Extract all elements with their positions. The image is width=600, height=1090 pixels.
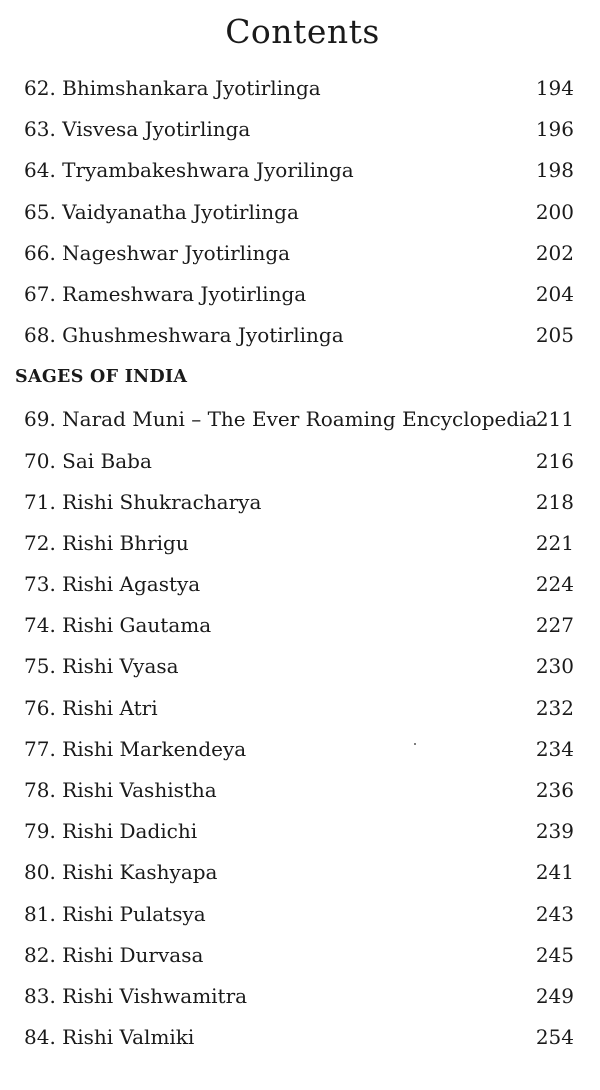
toc-entry	[0, 976, 600, 1017]
toc-entry-title: 77. Rishi Markendeya	[24, 736, 247, 761]
toc-entry	[0, 605, 600, 646]
toc-entry-page-number: 211	[535, 407, 574, 432]
toc-section-sages	[0, 399, 600, 1058]
toc-entry-title: 74. Rishi Gautama	[24, 613, 212, 638]
toc-entry	[0, 441, 600, 482]
toc-entry-page-number: 198	[535, 158, 574, 183]
toc-entry-page-number: 196	[535, 117, 574, 142]
toc-entry	[0, 523, 600, 564]
toc-entry-page-number: 230	[535, 654, 574, 679]
toc-entry-page-number: 216	[535, 448, 574, 473]
toc-entry	[0, 399, 600, 440]
print-speck	[414, 743, 416, 745]
toc-entry-page-number: 236	[535, 778, 574, 802]
toc-entry-page-number: 249	[535, 983, 574, 1008]
toc-entry-title: 67. Rameshwara Jyotirlinga	[24, 281, 307, 306]
toc-entry	[0, 564, 600, 605]
toc-entry-page-number: 202	[535, 240, 574, 265]
toc-entry-page-number: 218	[535, 489, 574, 514]
toc-entry	[0, 109, 600, 150]
toc-entry-title: 75. Rishi Vyasa	[24, 654, 179, 679]
toc-entry	[0, 852, 600, 893]
toc-entry	[0, 482, 600, 523]
toc-entry	[0, 729, 600, 770]
toc-entry-page-number: 194	[535, 76, 574, 100]
toc-entry-page-number: 254	[535, 1025, 574, 1050]
toc-section-jyotirlinga	[0, 68, 600, 356]
toc-entry-title: 73. Rishi Agastya	[24, 572, 201, 597]
toc-entry-title: 66. Nageshwar Jyotirlinga	[24, 240, 291, 265]
toc-entry-page-number: 200	[535, 199, 574, 224]
toc-entry-page-number: 234	[535, 736, 574, 761]
toc-entry-title: 78. Rishi Vashistha	[24, 778, 217, 802]
toc-entry-page-number: 243	[535, 901, 574, 926]
toc-entry-page-number: 205	[535, 323, 574, 348]
toc-entry	[0, 770, 600, 811]
toc-entry	[0, 233, 600, 274]
toc-entry-title: 80. Rishi Kashyapa	[24, 860, 218, 885]
toc-entry	[0, 315, 600, 356]
toc-entry	[0, 935, 600, 976]
toc-entry-title: 65. Vaidyanatha Jyotirlinga	[24, 199, 299, 224]
toc-entry-page-number: 245	[535, 942, 574, 967]
toc-entry-title: 84. Rishi Valmiki	[24, 1025, 195, 1050]
toc-entry	[0, 811, 600, 852]
toc-entry	[0, 68, 600, 109]
toc-entry	[0, 688, 600, 729]
toc-entry-page-number: 232	[535, 695, 574, 720]
toc-entry-title: 70. Sai Baba	[24, 448, 152, 473]
toc-entry-title: 63. Visvesa Jyotirlinga	[24, 117, 251, 142]
toc-entry-page-number: 239	[535, 819, 574, 844]
toc-entry-title: 79. Rishi Dadichi	[24, 819, 198, 844]
toc-entry-title: 81. Rishi Pulatsya	[24, 901, 206, 926]
toc-entry	[0, 1017, 600, 1058]
toc-entry-title: 64. Tryambakeshwara Jyorilinga	[24, 158, 354, 183]
toc-entry	[0, 192, 600, 233]
section-heading: SAGES OF INDIA	[15, 367, 188, 388]
toc-entry-title: 72. Rishi Bhrigu	[24, 530, 189, 555]
toc-entry-page-number: 204	[535, 281, 574, 306]
toc-entry-title: 69. Narad Muni – The Ever Roaming Encyclopedia	[24, 407, 538, 432]
toc-entry-title: 76. Rishi Atri	[24, 695, 158, 720]
toc-entry-title: 82. Rishi Durvasa	[24, 942, 204, 967]
table-of-contents	[0, 68, 600, 1058]
toc-entry-page-number: 221	[535, 530, 574, 555]
toc-entry-page-number: 241	[535, 860, 574, 885]
toc-entry	[0, 894, 600, 935]
page-title: Contents	[225, 12, 380, 51]
toc-entry-title: 68. Ghushmeshwara Jyotirlinga	[24, 323, 344, 348]
toc-entry-page-number: 224	[535, 572, 574, 597]
toc-entry-title: 83. Rishi Vishwamitra	[24, 983, 248, 1008]
toc-entry	[0, 646, 600, 687]
toc-entry-title: 62. Bhimshankara Jyotirlinga	[24, 76, 321, 100]
toc-entry	[0, 150, 600, 191]
toc-entry-title: 71. Rishi Shukracharya	[24, 489, 262, 514]
toc-entry	[0, 274, 600, 315]
toc-entry-page-number: 227	[535, 613, 574, 638]
